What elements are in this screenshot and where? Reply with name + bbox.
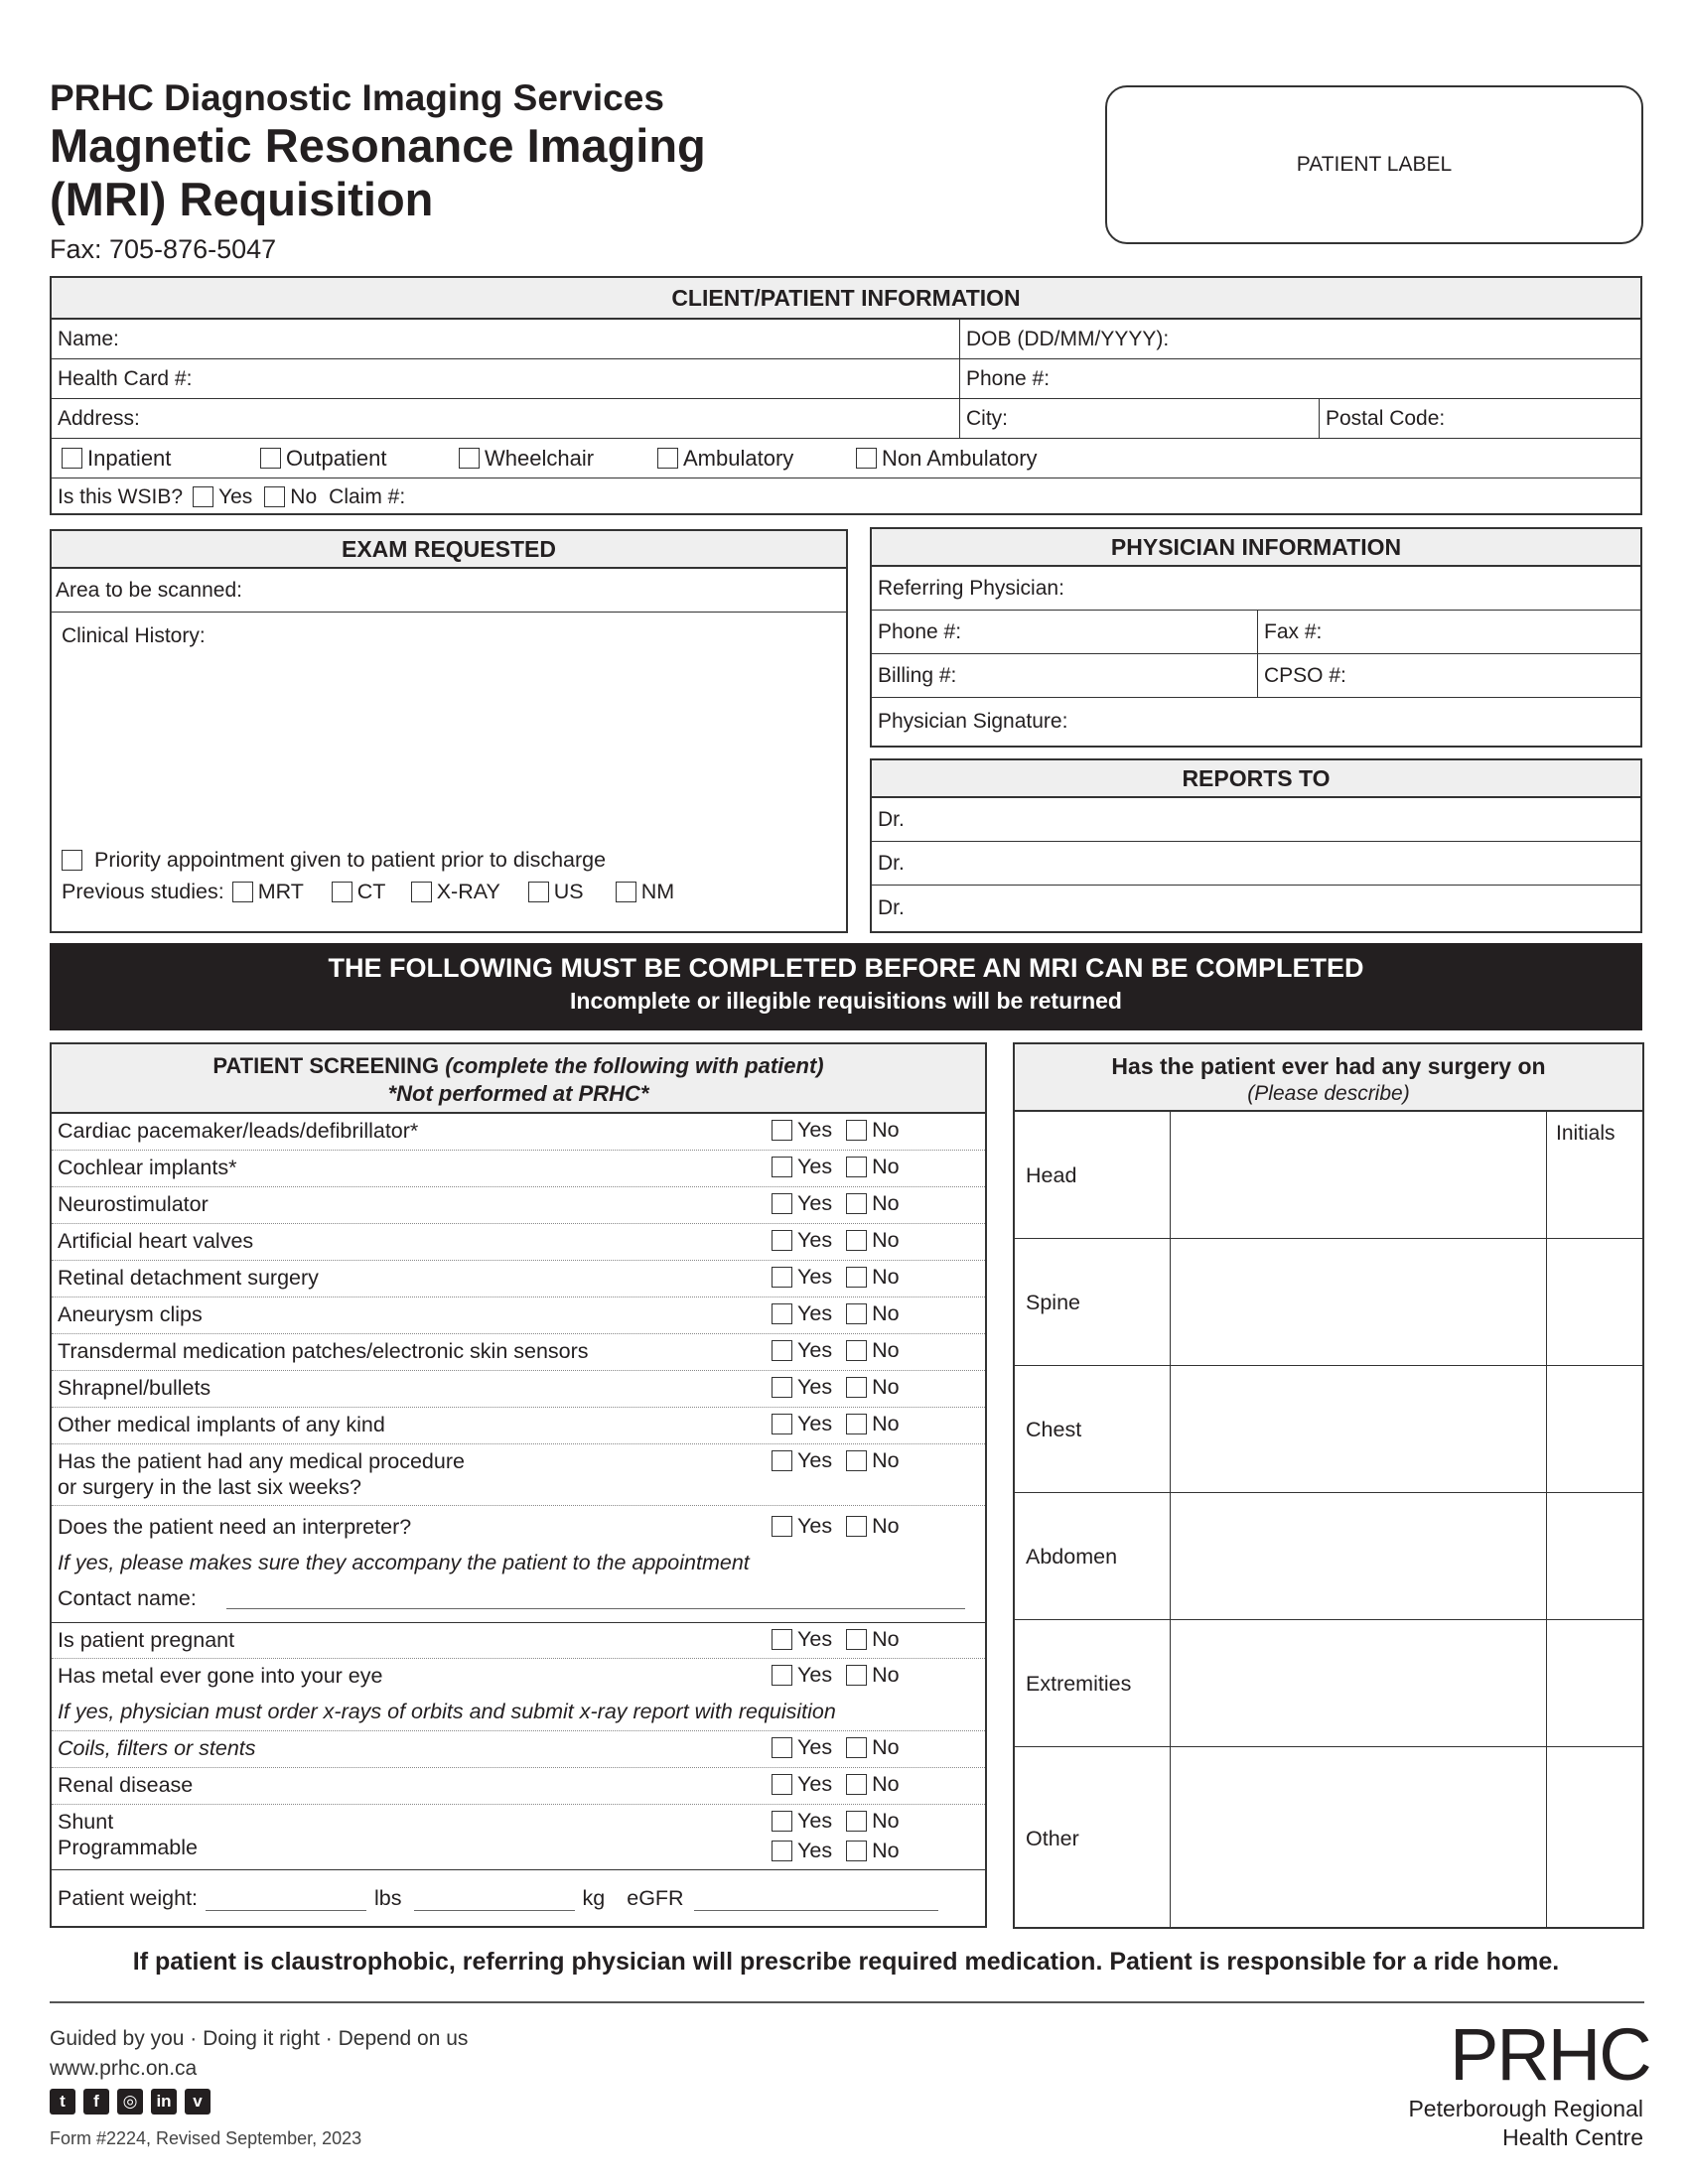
- xray-checkbox[interactable]: [411, 882, 432, 902]
- physician-signature-field[interactable]: Physician Signature:: [878, 710, 1068, 733]
- mrt-checkbox[interactable]: [232, 882, 253, 902]
- wheelchair-checkbox[interactable]: [459, 448, 480, 469]
- surgery-heading: Has the patient ever had any surgery on (Please describe): [1015, 1044, 1642, 1112]
- form-number: Form #2224, Revised September, 2023: [50, 2128, 362, 2148]
- study-xray-option[interactable]: X-RAY: [411, 880, 528, 904]
- interpreter-yes[interactable]: Yes: [772, 1514, 832, 1539]
- outpatient-checkbox[interactable]: [260, 448, 281, 469]
- surgery-row-extremities[interactable]: Extremities: [1015, 1620, 1642, 1747]
- claustrophobia-notice: If patient is claustrophobic, referring physician will prescribe required medication. Patient is responsible for a ride home.: [132, 1948, 1560, 1976]
- coils-no[interactable]: No: [846, 1735, 899, 1760]
- surgery-subheading: (Please describe): [1247, 1082, 1410, 1105]
- twitter-icon[interactable]: t: [50, 2089, 75, 2115]
- surgery-row-other[interactable]: Other: [1026, 1827, 1079, 1850]
- study-mrt-option[interactable]: MRT: [232, 880, 332, 904]
- banner-subheading: Incomplete or illegible requisitions will be returned: [570, 988, 1122, 1014]
- outpatient-option[interactable]: Outpatient: [260, 446, 459, 472]
- dob-field[interactable]: DOB (DD/MM/YYYY):: [966, 327, 1170, 350]
- screening-row-shrapnel: Shrapnel/bullets Yes No: [52, 1371, 985, 1408]
- inpatient-checkbox[interactable]: [62, 448, 82, 469]
- inpatient-option[interactable]: Inpatient: [62, 446, 260, 472]
- wsib-yes-checkbox[interactable]: [193, 486, 213, 507]
- linkedin-icon[interactable]: in: [151, 2089, 177, 2115]
- initials-column-heading: Initials: [1556, 1122, 1616, 1145]
- city-field[interactable]: City:: [960, 399, 1320, 438]
- recent-procedure-yes[interactable]: Yes: [772, 1448, 832, 1473]
- previous-studies-label: Previous studies:: [62, 880, 224, 903]
- form-title: [50, 119, 706, 226]
- shrapnel-no[interactable]: No: [846, 1375, 899, 1400]
- reports-to-heading: REPORTS TO: [872, 760, 1640, 798]
- cochlear-no[interactable]: No: [846, 1155, 899, 1179]
- pacemaker-yes[interactable]: Yes: [772, 1118, 832, 1143]
- screening-row-neurostimulator: Neurostimulator Yes No: [52, 1187, 985, 1224]
- programmable-no[interactable]: No: [846, 1839, 899, 1863]
- interpreter-note: If yes, please makes sure they accompany the patient to the appointment: [58, 1551, 750, 1574]
- non-ambulatory-checkbox[interactable]: [856, 448, 877, 469]
- pacemaker-no[interactable]: No: [846, 1118, 899, 1143]
- client-patient-heading: CLIENT/PATIENT INFORMATION: [52, 278, 1640, 320]
- patient-label-text: PATIENT LABEL: [1296, 153, 1453, 176]
- patient-label-box: [1105, 85, 1643, 244]
- screening-row-interpreter: Does the patient need an interpreter? Yes No If yes, please makes sure they accompany the patient to the appointment Contact name:: [52, 1506, 985, 1613]
- physician-information-heading: PHYSICIAN INFORMATION: [872, 529, 1640, 567]
- patient-weight-row: Patient weight: lbs kg eGFR: [58, 1886, 938, 1911]
- priority-appointment-checkbox[interactable]: [62, 850, 82, 871]
- address-field[interactable]: Address:: [52, 399, 960, 438]
- physician-fax-field[interactable]: Fax #:: [1264, 619, 1323, 643]
- study-us-option[interactable]: US: [528, 880, 616, 904]
- us-checkbox[interactable]: [528, 882, 549, 902]
- patient-screening-heading: PATIENT SCREENING (complete the following with patient) *Not performed at PRHC*: [52, 1044, 985, 1114]
- ambulatory-checkbox[interactable]: [657, 448, 678, 469]
- ambulatory-option[interactable]: Ambulatory: [657, 446, 856, 472]
- priority-appointment-option[interactable]: Priority appointment given to patient prior to discharge: [62, 848, 606, 873]
- phone-field[interactable]: Phone #:: [966, 366, 1051, 390]
- implants-yes[interactable]: Yes: [772, 1412, 832, 1436]
- cpso-number-field[interactable]: CPSO #:: [1264, 663, 1346, 687]
- metal-eye-yes[interactable]: Yes: [772, 1663, 832, 1688]
- surgery-row-chest[interactable]: Chest: [1015, 1366, 1642, 1493]
- surgery-history-section: [1013, 1042, 1644, 1929]
- screening-row-coils: Coils, filters or stents Yes No: [52, 1731, 985, 1768]
- wsib-no-checkbox[interactable]: [264, 486, 285, 507]
- form-title-line1: Magnetic Resonance Imaging: [50, 119, 706, 172]
- screening-row-implants: Other medical implants of any kind Yes No: [52, 1408, 985, 1444]
- heart-valves-no[interactable]: No: [846, 1228, 899, 1253]
- prhc-logo: PRHC: [1450, 2013, 1650, 2096]
- organization-name: Peterborough Regional Health Centre: [1408, 2096, 1643, 2150]
- screening-row-cochlear: Cochlear implants* Yes No: [52, 1151, 985, 1187]
- screening-row-shunt: Shunt Programmable Yes No Yes No: [52, 1805, 985, 1870]
- contact-name-label: Contact name:: [58, 1586, 197, 1610]
- referring-physician-field[interactable]: Referring Physician:: [872, 567, 1640, 611]
- weight-lbs-field[interactable]: [206, 1910, 366, 1911]
- exam-requested-section: [50, 529, 848, 933]
- coils-yes[interactable]: Yes: [772, 1735, 832, 1760]
- tagline: Guided by you · Doing it right · Depend on us: [50, 2027, 469, 2050]
- retinal-no[interactable]: No: [846, 1265, 899, 1290]
- banner-heading: THE FOLLOWING MUST BE COMPLETED BEFORE AN MRI CAN BE COMPLETED: [328, 953, 1364, 983]
- surgery-row-spine[interactable]: Spine: [1015, 1239, 1642, 1366]
- egfr-field[interactable]: [694, 1910, 938, 1911]
- pregnant-no[interactable]: No: [846, 1627, 899, 1652]
- renal-no[interactable]: No: [846, 1772, 899, 1797]
- report-to-doctor-1[interactable]: Dr.: [872, 798, 1640, 842]
- shrapnel-yes[interactable]: Yes: [772, 1375, 832, 1400]
- shunt-yes[interactable]: Yes: [772, 1809, 832, 1834]
- weight-kg-field[interactable]: [414, 1910, 575, 1911]
- neurostimulator-yes[interactable]: Yes: [772, 1191, 832, 1216]
- aneurysm-yes[interactable]: Yes: [772, 1301, 832, 1326]
- transdermal-yes[interactable]: Yes: [772, 1338, 832, 1363]
- fax-number: Fax: 705-876-5047: [50, 234, 277, 264]
- screening-row-metal-eye: Has metal ever gone into your eye Yes No If yes, physician must order x-rays of orbits and submit x-ray report with requisition: [52, 1659, 985, 1731]
- study-nm-option[interactable]: NM: [616, 880, 674, 904]
- implants-no[interactable]: No: [846, 1412, 899, 1436]
- renal-yes[interactable]: Yes: [772, 1772, 832, 1797]
- clinical-history-field[interactable]: Clinical History: Priority appointment given to patient prior to discharge Previous studies: MRT CT X-RAY US NM: [62, 624, 675, 903]
- screening-row-aneurysm: Aneurysm clips Yes No: [52, 1297, 985, 1334]
- wsib-yes-option[interactable]: Yes: [193, 485, 252, 509]
- instagram-icon[interactable]: ◎: [117, 2089, 143, 2115]
- metal-eye-note: If yes, physician must order x-rays of orbits and submit x-ray report with requisition: [58, 1700, 836, 1723]
- screening-row-pregnant: Is patient pregnant Yes No: [52, 1622, 985, 1659]
- pregnant-yes[interactable]: Yes: [772, 1627, 832, 1652]
- ct-checkbox[interactable]: [332, 882, 352, 902]
- health-card-field[interactable]: Health Card #:: [52, 359, 960, 398]
- neurostimulator-no[interactable]: No: [846, 1191, 899, 1216]
- nm-checkbox[interactable]: [616, 882, 636, 902]
- shunt-no[interactable]: No: [846, 1809, 899, 1834]
- screening-row-recent-procedure: Has the patient had any medical procedure or surgery in the last six weeks? Yes No: [52, 1444, 985, 1506]
- form-subtitle: PRHC Diagnostic Imaging Services: [50, 77, 664, 118]
- transdermal-no[interactable]: No: [846, 1338, 899, 1363]
- report-to-doctor-3[interactable]: Dr.: [878, 896, 905, 919]
- footer-divider: [50, 2001, 1644, 2003]
- claim-number-field[interactable]: Claim #:: [329, 484, 406, 508]
- wsib-no-option[interactable]: No: [264, 485, 317, 509]
- surgery-row-abdomen[interactable]: Abdomen: [1015, 1493, 1642, 1620]
- completion-banner: [50, 943, 1642, 1030]
- facebook-icon[interactable]: f: [83, 2089, 109, 2115]
- form-title-line2: (MRI) Requisition: [50, 173, 434, 225]
- non-ambulatory-option[interactable]: Non Ambulatory: [856, 446, 1038, 472]
- interpreter-no[interactable]: No: [846, 1514, 899, 1539]
- screening-row-renal: Renal disease Yes No: [52, 1768, 985, 1805]
- programmable-yes[interactable]: Yes: [772, 1839, 832, 1863]
- social-icons: [50, 2089, 211, 2115]
- cochlear-yes[interactable]: Yes: [772, 1155, 832, 1179]
- exam-requested-heading: EXAM REQUESTED: [52, 531, 846, 569]
- screening-subheading: *Not performed at PRHC*: [387, 1081, 649, 1106]
- vimeo-icon[interactable]: v: [185, 2089, 211, 2115]
- billing-number-field[interactable]: Billing #:: [872, 654, 1258, 697]
- screening-row-transdermal: Transdermal medication patches/electronic skin sensors Yes No: [52, 1334, 985, 1371]
- website-link[interactable]: www.prhc.on.ca: [50, 2057, 198, 2080]
- postal-code-field[interactable]: Postal Code:: [1326, 406, 1446, 430]
- study-ct-option[interactable]: CT: [332, 880, 411, 904]
- screening-row-pacemaker: Cardiac pacemaker/leads/defibrillator* Yes No: [52, 1114, 985, 1151]
- heart-valves-yes[interactable]: Yes: [772, 1228, 832, 1253]
- name-field[interactable]: Name:: [52, 320, 960, 358]
- retinal-yes[interactable]: Yes: [772, 1265, 832, 1290]
- patient-screening-section: [50, 1042, 987, 1928]
- recent-procedure-no[interactable]: No: [846, 1448, 899, 1473]
- aneurysm-no[interactable]: No: [846, 1301, 899, 1326]
- report-to-doctor-2[interactable]: Dr.: [872, 842, 1640, 886]
- physician-phone-field[interactable]: Phone #:: [872, 611, 1258, 653]
- screening-row-heart-valves: Artificial heart valves Yes No: [52, 1224, 985, 1261]
- wheelchair-option[interactable]: Wheelchair: [459, 446, 657, 472]
- reports-to-section: [870, 758, 1642, 933]
- contact-name-line[interactable]: [226, 1608, 965, 1609]
- wsib-question: Is this WSIB?: [58, 484, 184, 508]
- area-to-be-scanned-field[interactable]: Area to be scanned:: [52, 569, 846, 613]
- surgery-row-head[interactable]: Head: [1015, 1112, 1642, 1239]
- metal-eye-no[interactable]: No: [846, 1663, 899, 1688]
- screening-row-retinal: Retinal detachment surgery Yes No: [52, 1261, 985, 1297]
- physician-information-section: [870, 527, 1642, 748]
- client-patient-section: [50, 276, 1642, 515]
